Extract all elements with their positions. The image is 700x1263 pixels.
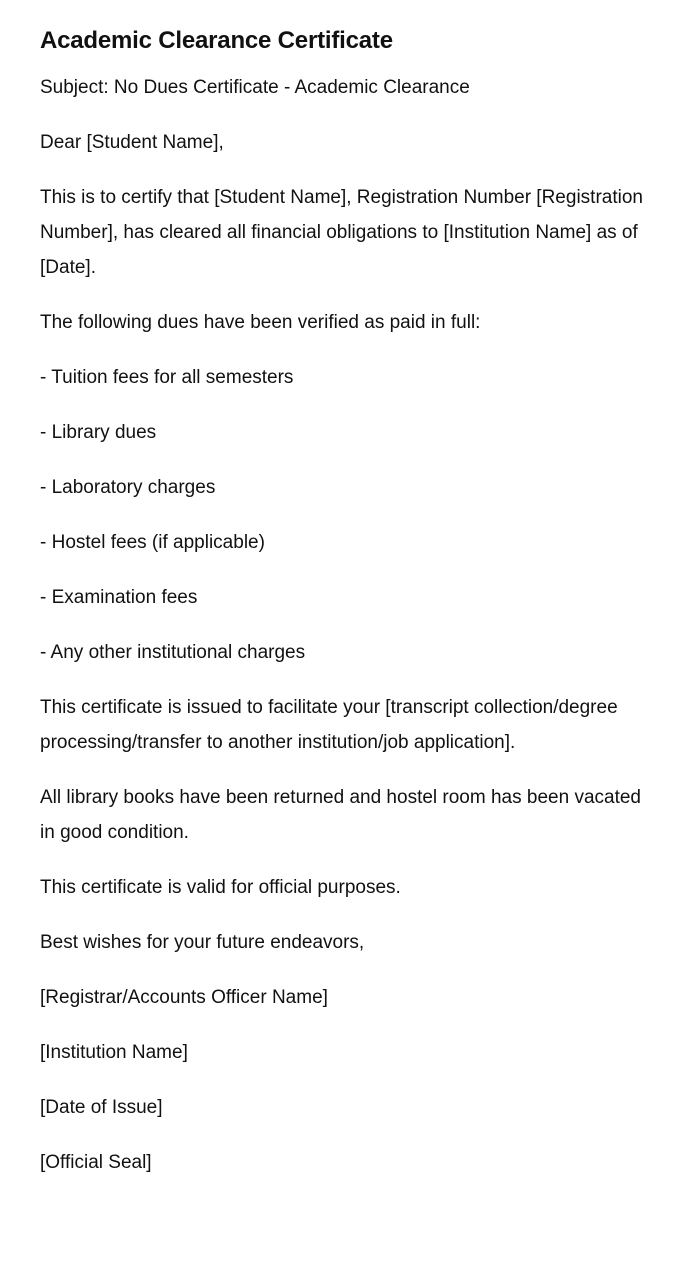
institution-name: [Institution Name] [40,1042,188,1063]
date-of-issue: [Date of Issue] [40,1097,163,1118]
dues-intro: The following dues have been verified as paid in full: [40,312,481,333]
dues-item-other: - Any other institutional charges [40,642,306,663]
validity-paragraph: This certificate is valid for official purposes. [40,877,401,898]
signatory-name: [Registrar/Accounts Officer Name] [40,987,328,1008]
dues-item-hostel: - Hostel fees (if applicable) [40,532,265,553]
certify-paragraph: This is to certify that [Student Name], Registration Number [Registration Number], has cleared all financial obligations to [Institution Name] as of [Date]. [40,187,643,278]
salutation: Dear [Student Name], [40,132,224,153]
library-hostel-paragraph: All library books have been returned and hostel room has been vacated in good condition. [40,787,641,843]
closing-line: Best wishes for your future endeavors, [40,932,365,953]
official-seal: [Official Seal] [40,1152,152,1173]
purpose-paragraph: This certificate is issued to facilitate your [transcript collection/degree processing/transfer to another institution/job application]. [40,697,618,753]
dues-item-examination: - Examination fees [40,587,198,608]
document-title: Academic Clearance Certificate [40,27,393,54]
dues-item-laboratory: - Laboratory charges [40,477,216,498]
subject-line: Subject: No Dues Certificate - Academic Clearance [40,77,470,98]
dues-item-tuition: - Tuition fees for all semesters [40,367,294,388]
dues-item-library: - Library dues [40,422,157,443]
